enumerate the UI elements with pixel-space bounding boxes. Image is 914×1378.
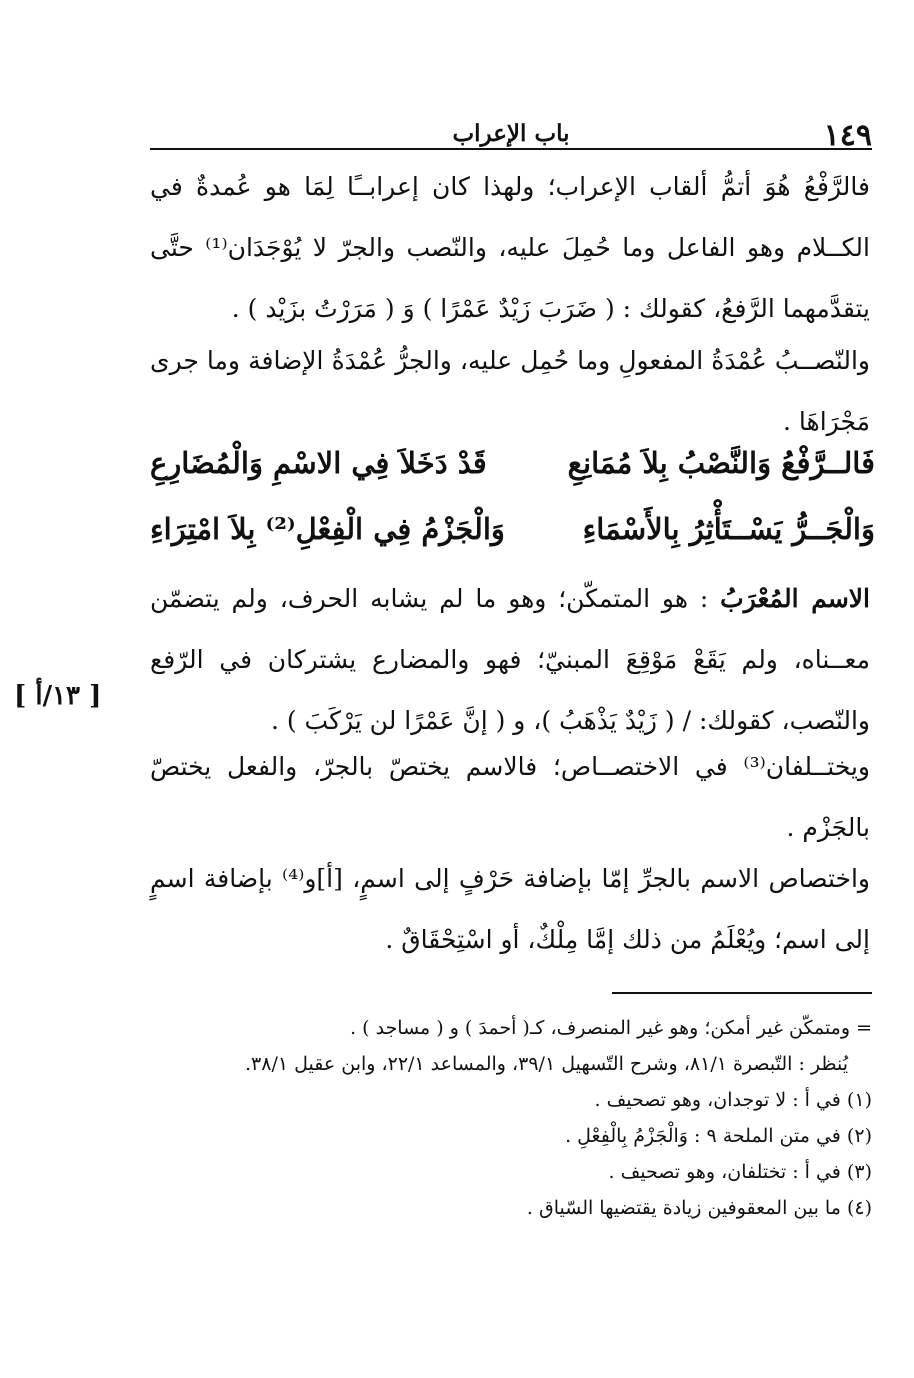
running-header (150, 118, 872, 152)
paragraph-5: واختصاص الاسم بالجرِّ إمّا بإضافة حَرْفٍ إلى اسمٍ، [أ]و⁽⁴⁾ بإضافة اسمٍ إلى اسم؛ ويُعْلَمُ من ذلك إمَّا مِلْكٌ، أو اسْتِحْقَاقٌ . (150, 864, 870, 954)
footnote-3: (٣) في أ : تختلفان، وهو تصحيف . (608, 1161, 872, 1183)
paragraph-1: فالرَّفْعُ هُوَ أتمُّ ألقاب الإعراب؛ ولهذا كان إعرابــًا لِمَا هو عُمدةٌ في الكــلام وهو الفاعل وما حُمِلَ عليه، والنّصب والجرّ لا يُوْجَدَان⁽¹⁾ حتَّى يتقدَّمهما الرَّفعُ، كقولك : ( ضَرَبَ زَيْدٌ عَمْرًا ) وَ ( مَرَرْتُ بزَيْد ) . (150, 172, 870, 323)
chapter-title: باب الإعراب (452, 120, 570, 147)
footnote-4: (٤) ما بين المعقوفين زيادة يقتضيها السّياق . (526, 1197, 872, 1219)
paragraph-4: ويختــلفان⁽³⁾ في الاختصــاص؛ فالاسم يختصّ بالجرّ، والفعل يختصّ بالجَزْم . (150, 752, 870, 842)
footnote-continuation-2: يُنظر : التّبصرة ٨١/١، وشرح التّسهيل ٣٩/١، والمساعد ٢٢/١، وابن عقيل ٣٨/١. (245, 1053, 848, 1075)
footnote-rule (612, 992, 872, 994)
footnotes (170, 1010, 872, 1226)
paragraph-3 (150, 568, 870, 751)
page-number: ١٤٩ (823, 118, 872, 153)
paragraph-3-text: : هو المتمكّن؛ وهو ما لم يشابه الحرف، ولم يتضمّن معــناه، ولم يَقَعْ مَوْقِعَ المبنيّ؛ فهو والمضارع يشتركان في الرّفع والنّصب، كقولك: / ( زَيْدٌ يَذْهَبُ )، و ( إنَّ عَمْرًا لن يَرْكَبَ ) . (150, 584, 870, 735)
footnote-continuation-1: = ومتمكّن غير أمكن؛ وهو غير المنصرف، كـ( أحمدَ ) و ( مساجد ) . (350, 1017, 872, 1039)
term-heading: الاسم المُعْرَبُ (720, 584, 870, 613)
verse-line-1 (150, 446, 875, 506)
header-rule (150, 148, 872, 150)
paragraph-2: والنّصــبُ عُمْدَةُ المفعولِ وما حُمِل عليه، والجرُّ عُمْدَةُ الإضافة وما جرى مَجْرَاهَا . (150, 346, 870, 436)
footnote-1: (١) في أ : لا توجدان، وهو تصحيف . (594, 1089, 872, 1111)
verse-2-second-hemistich: وَالْجَزْمُ فِي الْفِعْلِ⁽²⁾ بِلاَ امْتِرَاءِ (150, 512, 505, 546)
verse-1-second-hemistich: قَدْ دَخَلاَ فِي الاسْمِ وَالْمُضَارِعِ (150, 446, 487, 480)
verse-2-first-hemistich: وَالْجَــرُّ يَسْــتَأْثِرُ بِالأَسْمَاءِ (582, 512, 875, 546)
footnote-2: (٢) في متن الملحة ٩ : وَالْجَزْمُ بِالْفِعْلِ . (565, 1125, 872, 1147)
verse-line-2 (150, 512, 875, 572)
verse-1-first-hemistich: فَالــرَّفْعُ وَالنَّصْبُ بِلاَ مُمَانِعِ (567, 446, 875, 480)
manuscript-folio-marker: [ ١٣/أ ] (14, 681, 102, 711)
